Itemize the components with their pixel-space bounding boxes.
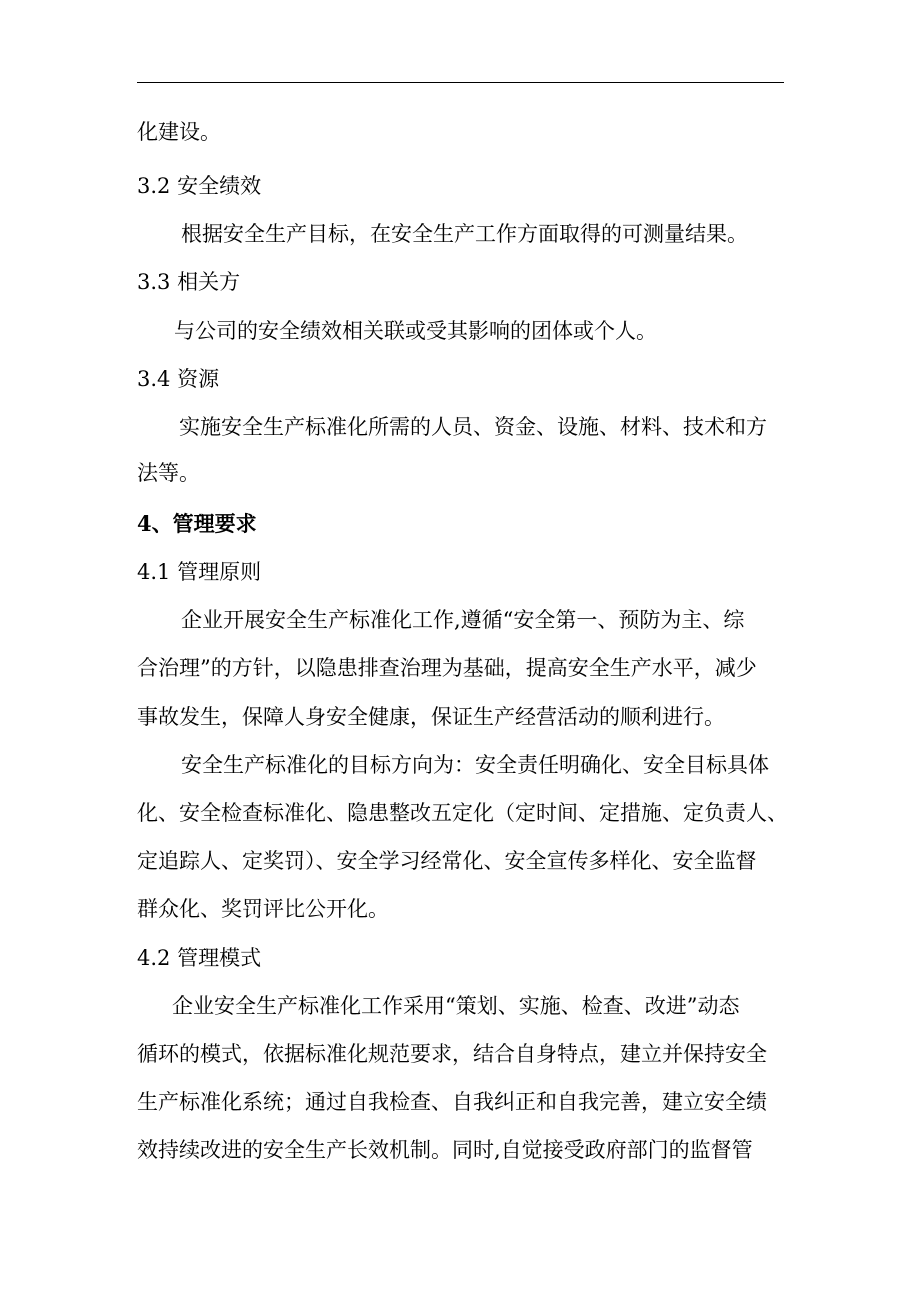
section-heading: 3.3 相关方 [137, 270, 241, 294]
body-text: 定追踪人、定奖罚）、安全学习经常化、安全宣传多样化、安全监督 [137, 849, 757, 873]
body-text: 法等。 [137, 461, 200, 485]
section-heading: 3.4 资源 [137, 367, 220, 391]
body-text: 效持续改进的安全生产长效机制。同时,自觉接受政府部门的监督管 [137, 1138, 753, 1162]
body-text: 合治理”的方针，以隐患排查治理为基础，提高安全生产水平，减少 [137, 656, 757, 680]
header-rule [137, 82, 784, 83]
body-text: 事故发生，保障人身安全健康，保证生产经营活动的顺利进行。 [137, 705, 725, 729]
body-text: 安全生产标准化的目标方向为：安全责任明确化、安全目标具体 [181, 753, 769, 777]
body-text: 实施安全生产标准化所需的人员、资金、设施、材料、技术和方 [179, 415, 767, 439]
section-heading: 4.2 管理模式 [137, 946, 262, 970]
section-heading: 4.1 管理原则 [137, 560, 262, 584]
body-text: 与公司的安全绩效相关联或受其影响的团体或个人。 [174, 319, 657, 343]
section-heading: 3.2 安全绩效 [137, 174, 262, 198]
body-text: 化建设。 [137, 120, 221, 144]
body-text: 循环的模式，依据标准化规范要求，结合自身特点，建立并保持安全 [137, 1042, 767, 1066]
chapter-heading: 4、管理要求 [137, 511, 257, 536]
body-text: 企业安全生产标准化工作采用“策划、实施、检查、改进”动态 [172, 994, 740, 1018]
body-text: 生产标准化系统；通过自我检查、自我纠正和自我完善，建立安全绩 [137, 1090, 767, 1114]
body-text: 化、安全检查标准化、隐患整改五定化（定时间、定措施、定负责人、 [137, 801, 788, 825]
body-text: 根据安全生产目标，在安全生产工作方面取得的可测量结果。 [181, 222, 748, 246]
body-text: 企业开展安全生产标准化工作,遵循“安全第一、预防为主、综 [181, 608, 745, 632]
body-text: 群众化、奖罚评比公开化。 [137, 897, 389, 921]
